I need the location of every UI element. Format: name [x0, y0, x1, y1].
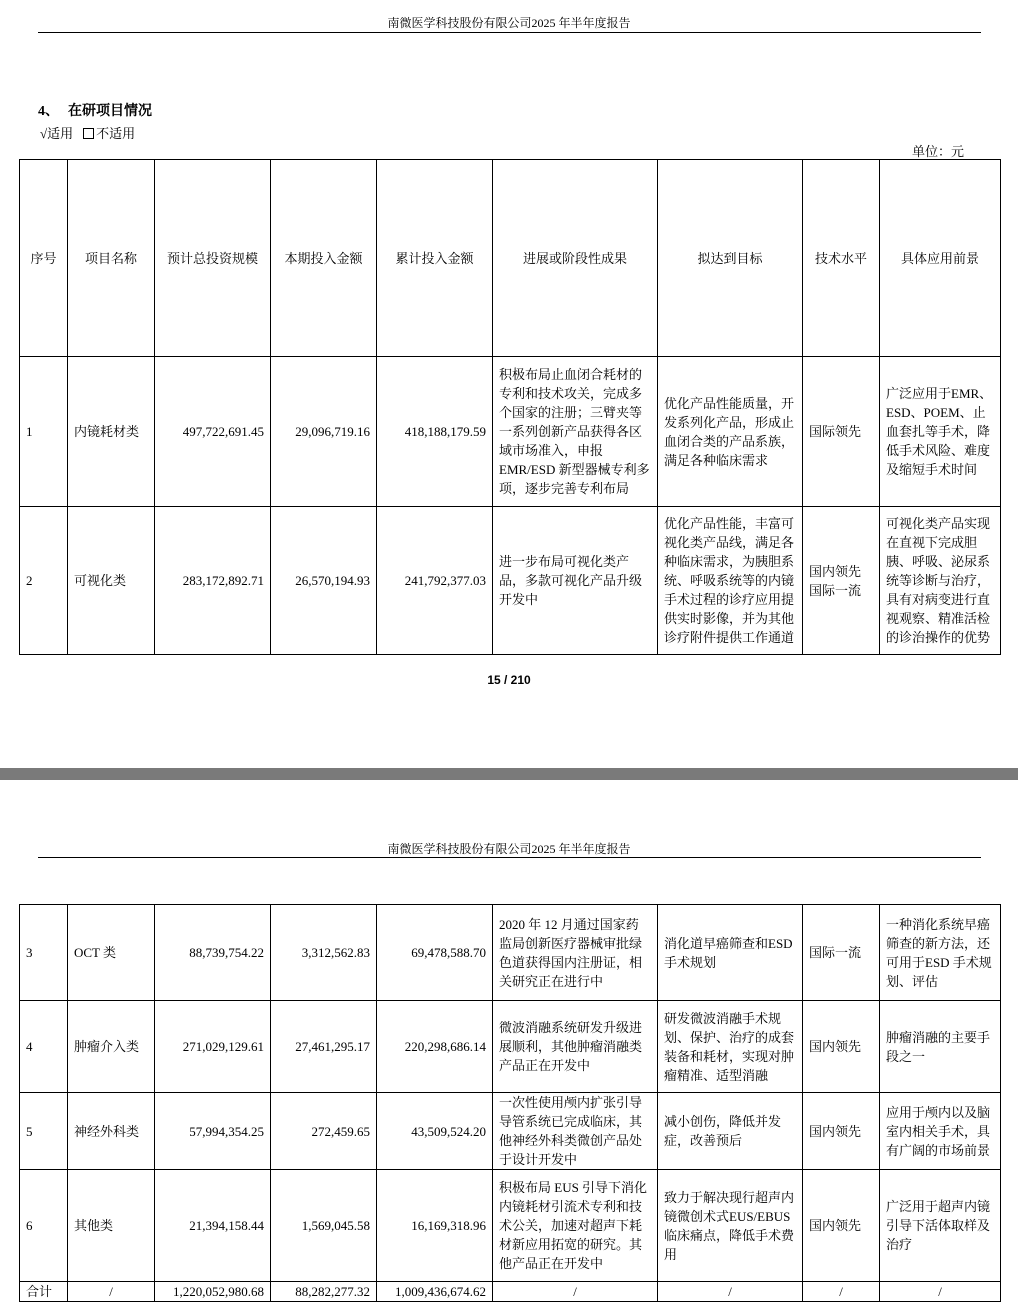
col-header-progress: 进展或阶段性成果: [493, 160, 658, 357]
cell-current: 27,461,295.17: [271, 1001, 377, 1093]
total-row: [20, 1282, 1001, 1302]
cell-name: 其他类: [68, 1170, 155, 1282]
cell-level: 国内领先: [803, 1170, 880, 1282]
cell-prospect: 一种消化系统早癌筛查的新方法，还可用于ESD 手术规划、评估: [880, 905, 1001, 1001]
unit-label: 单位：元: [912, 144, 965, 159]
cell-target: 致力于解决现行超声内镜微创术式EUS/EBUS 临床痛点，降低手术费用: [658, 1170, 803, 1282]
cell-no: 6: [20, 1170, 68, 1282]
cell-progress: 积极布局 EUS 引导下消化内镜耗材引流术专利和技术公关，加速对超声下耗材新应用拓宽的研究。其他产品正在开发中: [493, 1170, 658, 1282]
cell-progress: 微波消融系统研发升级进展顺利，其他肿瘤消融类产品正在开发中: [493, 1001, 658, 1093]
cell-name: OCT 类: [68, 905, 155, 1001]
cell-no: 3: [20, 905, 68, 1001]
cell-total: 1,220,052,980.68: [155, 1282, 271, 1302]
cell-cumulative: 43,509,524.20: [377, 1093, 493, 1170]
cell-total: 271,029,129.61: [155, 1001, 271, 1093]
cell-cumulative: 220,298,686.14: [377, 1001, 493, 1093]
cell-level: 国际领先: [803, 357, 880, 507]
cell-prospect: 广泛用于超声内镜引导下活体取样及治疗: [880, 1170, 1001, 1282]
cell-current: 272,459.65: [271, 1093, 377, 1170]
cell-prospect: 可视化类产品实现在直视下完成胆胰、呼吸、泌尿系统等诊断与治疗，具有对病变进行直视观察、精准活检的诊治操作的优势: [880, 507, 1001, 655]
cell-total: 21,394,158.44: [155, 1170, 271, 1282]
cell-prospect: 肿瘤消融的主要手段之一: [880, 1001, 1001, 1093]
section-heading: [38, 100, 152, 120]
cell-level: /: [803, 1282, 880, 1302]
cell-name: 神经外科类: [68, 1093, 155, 1170]
cell-total: 57,994,354.25: [155, 1093, 271, 1170]
cell-prospect: 广泛应用于EMR、ESD、POEM、止血套扎等手术，降低手术风险、难度及缩短手术时间: [880, 357, 1001, 507]
cell-prospect: /: [880, 1282, 1001, 1302]
col-header-level: 技术水平: [803, 160, 880, 357]
table-row: [20, 1170, 1001, 1282]
cell-cumulative: 16,169,318.96: [377, 1170, 493, 1282]
running-header: 南微医学科技股份有限公司2025 年半年度报告: [387, 16, 631, 30]
cell-prospect: 应用于颅内以及脑室内相关手术，具有广阔的市场前景: [880, 1093, 1001, 1170]
cell-cumulative: 69,478,588.70: [377, 905, 493, 1001]
header-rule: [38, 857, 981, 858]
cell-progress: /: [493, 1282, 658, 1302]
cell-cumulative: 418,188,179.59: [377, 357, 493, 507]
running-header: 南微医学科技股份有限公司2025 年半年度报告: [387, 842, 631, 856]
header-rule: [38, 32, 981, 33]
col-header-total: 预计总投资规模: [155, 160, 271, 357]
cell-current: 1,569,045.58: [271, 1170, 377, 1282]
applicable-label: √适用: [40, 126, 74, 141]
cell-no: 2: [20, 507, 68, 655]
page-separator: [0, 768, 1018, 780]
cell-no: 1: [20, 357, 68, 507]
cell-cumulative: 241,792,377.03: [377, 507, 493, 655]
table-row: [20, 1093, 1001, 1170]
cell-target: 优化产品性能质量，开发系列化产品，形成止血闭合类的产品系族，满足各种临床需求: [658, 357, 803, 507]
cell-name: 可视化类: [68, 507, 155, 655]
col-header-current: 本期投入金额: [271, 160, 377, 357]
cell-total: 88,739,754.22: [155, 905, 271, 1001]
table-row: [20, 507, 1001, 655]
cell-current: 29,096,719.16: [271, 357, 377, 507]
cell-total: 283,172,892.71: [155, 507, 271, 655]
not-applicable-label: 不适用: [96, 126, 136, 141]
cell-name: 内镜耗材类: [68, 357, 155, 507]
table-header-row: [20, 160, 1001, 357]
cell-level: 国内领先: [803, 1093, 880, 1170]
cell-cumulative: 1,009,436,674.62: [377, 1282, 493, 1302]
table-row: [20, 1001, 1001, 1093]
cell-name: /: [68, 1282, 155, 1302]
col-header-no: 序号: [20, 160, 68, 357]
col-header-name: 项目名称: [68, 160, 155, 357]
cell-name: 肿瘤介入类: [68, 1001, 155, 1093]
col-header-prospect: 具体应用前景: [880, 160, 1001, 357]
cell-level: 国内领先国际一流: [803, 507, 880, 655]
cell-current: 88,282,277.32: [271, 1282, 377, 1302]
cell-target: 减小创伤，降低并发症，改善预后: [658, 1093, 803, 1170]
cell-total-label: 合计: [20, 1282, 68, 1302]
cell-target: 消化道早癌筛查和ESD 手术规划: [658, 905, 803, 1001]
cell-level: 国内领先: [803, 1001, 880, 1093]
cell-no: 4: [20, 1001, 68, 1093]
section-number: 4、: [38, 104, 59, 119]
cell-target: 优化产品性能，丰富可视化类产品线，满足各种临床需求，为胰胆系统、呼吸系统等的内镜手术过程的诊疗应用提供实时影像，并为其他诊疗附件提供工作通道: [658, 507, 803, 655]
cell-target: /: [658, 1282, 803, 1302]
table-row: [20, 357, 1001, 507]
cell-target: 研发微波消融手术规划、保护、治疗的成套装备和耗材，实现对肿瘤精准、适型消融: [658, 1001, 803, 1093]
cell-level: 国际一流: [803, 905, 880, 1001]
unchecked-box-icon: [83, 128, 94, 139]
rd-projects-table-part2: [19, 904, 1001, 1302]
col-header-cumulative: 累计投入金额: [377, 160, 493, 357]
applicability-line: [40, 123, 135, 142]
cell-total: 497,722,691.45: [155, 357, 271, 507]
cell-current: 26,570,194.93: [271, 507, 377, 655]
cell-progress: 进一步布局可视化类产品，多款可视化产品升级开发中: [493, 507, 658, 655]
section-title: 在研项目情况: [68, 104, 152, 119]
cell-progress: 积极布局止血闭合耗材的专利和技术攻关，完成多个国家的注册；三臂夹等一系列创新产品获得各区域市场准入，申报 EMR/ESD 新型器械专利多项，逐步完善专利布局: [493, 357, 658, 507]
rd-projects-table-part1: [19, 159, 1001, 655]
col-header-target: 拟达到目标: [658, 160, 803, 357]
table-row: [20, 905, 1001, 1001]
cell-current: 3,312,562.83: [271, 905, 377, 1001]
cell-progress: 2020 年 12 月通过国家药监局创新医疗器械审批绿色道获得国内注册证，相关研究正在进行中: [493, 905, 658, 1001]
report-page-16: [0, 780, 1018, 1310]
page-number: 15 / 210: [487, 673, 531, 687]
cell-no: 5: [20, 1093, 68, 1170]
cell-progress: 一次性使用颅内扩张引导导管系统已完成临床，其他神经外科类微创产品处于设计开发中: [493, 1093, 658, 1170]
